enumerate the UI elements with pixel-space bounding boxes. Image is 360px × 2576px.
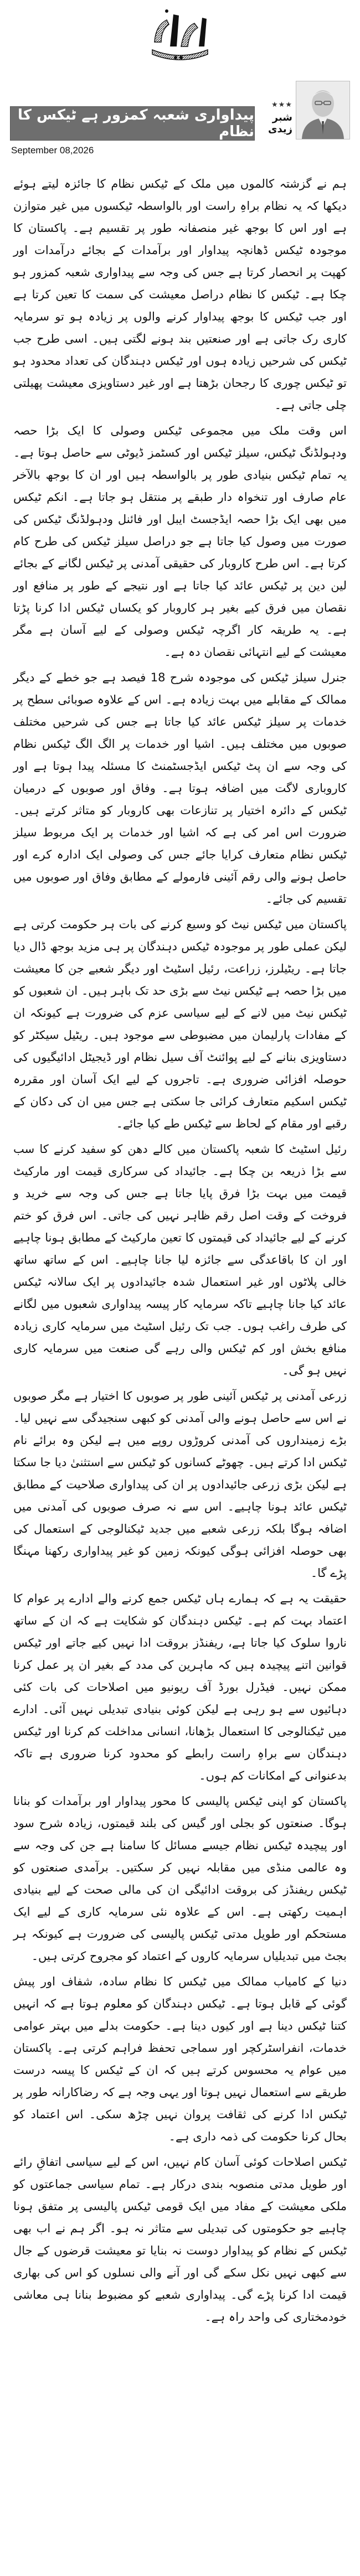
- article-paragraph: جنرل سیلز ٹیکس کی موجودہ شرح 18 فیصد ہے جو خطے کے دیگر ممالک کے مقابلے میں بہت زیادہ ہے۔ اس کے علاوہ صوبائی سطح پر خدمات پر سیلز ٹیکس عائد کیا جاتا ہے جس کی شرحیں مختلف صوبوں میں مختلف ہیں۔ اشیا اور خدمات پر الگ الگ ٹیکس نظام کی وجہ سے ان پٹ ٹیکس ایڈجسٹمنٹ کا مسئلہ پیدا ہوتا ہے اور کاروباری لاگت میں اضافہ ہوتا ہے۔ وفاق اور صوبوں کے درمیان ٹیکس کے دائرہ اختیار پر تنازعات بھی کاروبار کو متاثر کرتے ہیں۔ ضرورت اس امر کی ہے کہ اشیا اور خدمات پر ایک مربوط سیلز ٹیکس نظام متعارف کرایا جائے جس کی وصولی ایک ادارہ کرے اور حاصل ہونے والی رقم آئینی فارمولے کے مطابق وفاق اور صوبوں میں تقسیم کی جائے۔: [13, 671, 347, 906]
- article-paragraph: اس وقت ملک میں مجموعی ٹیکس وصولی کا ایک بڑا حصہ ودہولڈنگ ٹیکس، سیلز ٹیکس اور کسٹمز ڈیوٹی سے حاصل ہوتا ہے۔ یہ تمام ٹیکس بنیادی طور پر بالواسطہ ہیں اور ان کا بوجھ بالآخر عام صارف اور تنخواہ دار طبقے پر منتقل ہو جاتا ہے۔ انکم ٹیکس میں بھی ایک بڑا حصہ ایڈجسٹ ایبل اور فائنل ودہولڈنگ ٹیکس کی صورت میں وصول کیا جاتا ہے جو دراصل سیلز ٹیکس کی طرح کام کرتا ہے۔ اس طرح کاروبار کی حقیقی آمدنی پر ٹیکس لگانے کے بجائے لین دین پر ٹیکس عائد کیا جاتا ہے اور نتیجے کے طور پر منافع اور نقصان میں فرق کیے بغیر ہر کاروبار کو یکساں ٹیکس ادا کرنا پڑتا ہے۔ یہ طریقہ کار اگرچہ ٹیکس وصولی کے لیے آسان ہے مگر معیشت کے لیے انتہائی نقصان دہ ہے۔: [13, 424, 347, 659]
- author-stars: ★★★: [271, 101, 292, 109]
- article-body: [13, 173, 347, 2331]
- article-paragraph: زرعی آمدنی پر ٹیکس آئینی طور پر صوبوں کا اختیار ہے مگر صوبوں نے اس سے حاصل ہونے والی آمدنی کو کبھی سنجیدگی سے نہیں لیا۔ بڑے زمینداروں کی آمدنی کروڑوں روپے میں ہے لیکن وہ برائے نام ٹیکس ادا کرتے ہیں۔ چھوٹے کسانوں کو ٹیکس سے استثنیٰ دیا جا سکتا ہے لیکن بڑی زرعی جائیدادوں پر ان کی پیداواری صلاحیت کے مطابق ٹیکس عائد ہونا چاہیے۔ اس سے نہ صرف صوبوں کی آمدنی میں اضافہ ہوگا بلکہ زرعی شعبے میں جدید ٹیکنالوجی کے استعمال کی بھی حوصلہ افزائی ہوگی کیونکہ زمین کو غیر پیداواری رکھنا مہنگا پڑے گا۔: [13, 1389, 347, 1580]
- newspaper-logo[interactable]: [145, 3, 215, 69]
- author-photo: [296, 81, 350, 139]
- article-paragraph: پاکستان کو اپنی ٹیکس پالیسی کا محور پیداوار اور برآمدات کو بنانا ہوگا۔ صنعتوں کو بجلی اور گیس کی بلند قیمتوں، زیادہ شرح سود اور پیچیدہ ٹیکس نظام جیسے مسائل کا سامنا ہے جن کی وجہ سے وہ عالمی منڈی میں مقابلہ نہیں کر سکتیں۔ برآمدی صنعتوں کو ٹیکس ریفنڈز کی بروقت ادائیگی ان کی مالی صحت کے لیے بنیادی اہمیت رکھتی ہے۔ اس کے علاوہ نئی سرمایہ کاری کے لیے ایک مستحکم اور طویل مدتی ٹیکس پالیسی کی ضرورت ہے کیونکہ ہر بجٹ میں تبدیلیاں سرمایہ کاروں کے اعتماد کو مجروح کرتی ہیں۔: [13, 1794, 347, 1963]
- logo-mark-icon: [145, 3, 215, 69]
- article-paragraph: رئیل اسٹیٹ کا شعبہ پاکستان میں کالے دھن کو سفید کرنے کا سب سے بڑا ذریعہ بن چکا ہے۔ جائیداد کی سرکاری قیمت اور مارکیٹ قیمت میں بہت بڑا فرق پایا جاتا ہے جس کی وجہ سے خرید و فروخت کے وقت اصل رقم ظاہر نہیں کی جاتی۔ اس فرق کو ختم کرنے کے لیے جائیداد کی قیمتوں کا تعین مارکیٹ کے مطابق ہونا چاہیے اور ان کا باقاعدگی سے جائزہ لیا جانا چاہیے۔ اس کے ساتھ ساتھ خالی پلاٹوں اور غیر استعمال شدہ جائیدادوں پر ایک سالانہ ٹیکس عائد کیا جانا چاہیے تاکہ سرمایہ کار پیسہ پیداواری شعبوں میں لگانے کی طرف راغب ہوں۔ جب تک رئیل اسٹیٹ میں سرمایہ کاری زیادہ منافع بخش اور کم ٹیکس والی رہے گی صنعت میں سرمایہ کاری نہیں ہو گی۔: [13, 1142, 347, 1377]
- author-name: شبر زیدی: [268, 112, 292, 135]
- author-portrait-icon: [296, 81, 349, 139]
- article-paragraph: پاکستان میں ٹیکس نیٹ کو وسیع کرنے کی بات ہر حکومت کرتی ہے لیکن عملی طور پر موجودہ ٹیکس دہندگان پر ہی مزید بوجھ ڈال دیا جاتا ہے۔ ریٹیلرز، زراعت، رئیل اسٹیٹ اور دیگر شعبے جن کا معیشت میں بڑا حصہ ہے ٹیکس نیٹ سے بڑی حد تک باہر ہیں۔ ان شعبوں کو ٹیکس نیٹ میں لانے کے لیے سیاسی عزم کی ضرورت ہے کیونکہ ان کے مفادات پارلیمان میں مضبوطی سے موجود ہیں۔ ریٹیل سیکٹر کو دستاویزی بنانے کے لیے پوائنٹ آف سیل نظام اور ڈیجیٹل ادائیگیوں کی حوصلہ افزائی ضروری ہے۔ تاجروں کے لیے ایک آسان اور مقررہ ٹیکس اسکیم متعارف کرائی جا سکتی ہے جس میں ان کی دکان کے رقبے اور مقام کے لحاظ سے ٹیکس طے کیا جائے۔: [13, 918, 347, 1130]
- article-paragraph: حقیقت یہ ہے کہ ہمارے ہاں ٹیکس جمع کرنے والے ادارے پر عوام کا اعتماد بہت کم ہے۔ ٹیکس دہندگان کو شکایت ہے کہ ان کے ساتھ ناروا سلوک کیا جاتا ہے، ریفنڈز بروقت ادا نہیں کیے جاتے اور ٹیکس قوانین اتنے پیچیدہ ہیں کہ ماہرین کی مدد کے بغیر ان پر عمل کرنا ممکن نہیں۔ فیڈرل بورڈ آف ریونیو میں اصلاحات کی بات کئی دہائیوں سے ہو رہی ہے لیکن کوئی بنیادی تبدیلی نہیں آئی۔ ادارے میں ٹیکنالوجی کا استعمال بڑھانا، انسانی مداخلت کم کرنا اور ٹیکس دہندگان سے براہِ راست رابطے کو محدود کرنا ضروری ہے تاکہ بدعنوانی کے امکانات کم ہوں۔: [13, 1592, 347, 1782]
- column-title-bar: [10, 106, 255, 141]
- article-paragraph: ہم نے گزشتہ کالموں میں ملک کے ٹیکس نظام کا جائزہ لیتے ہوئے دیکھا کہ یہ نظام براہِ راست اور بالواسطہ ٹیکسوں میں غیر متوازن ہے اور اس کا بوجھ غیر منصفانہ طور پر تقسیم ہے۔ پاکستان کا موجودہ ٹیکس ڈھانچہ پیداوار اور برآمدات کے بجائے درآمدات اور کھپت پر انحصار کرتا ہے جس کی وجہ سے پیداواری شعبہ کمزور ہو چکا ہے۔ ٹیکس کا نظام دراصل معیشت کی سمت کا تعین کرتا ہے اور جب ٹیکس کا بوجھ پیداوار کرنے والوں پر زیادہ ہو تو سرمایہ کاری رک جاتی ہے اور صنعتیں بند ہونے لگتی ہیں۔ اسی طرح جب ٹیکس کی شرحیں زیادہ ہوں اور ٹیکس دہندگان کی تعداد محدود ہو تو ٹیکس چوری کا رجحان بڑھتا ہے اور غیر دستاویزی معیشت پھیلتی چلی جاتی ہے۔: [13, 177, 347, 412]
- article-paragraph: ٹیکس اصلاحات کوئی آسان کام نہیں، اس کے لیے سیاسی اتفاقِ رائے اور طویل مدتی منصوبہ بندی درکار ہے۔ تمام سیاسی جماعتوں کو ملکی معیشت کے مفاد میں ایک قومی ٹیکس پالیسی پر متفق ہونا چاہیے جو حکومتوں کی تبدیلی سے متاثر نہ ہو۔ اگر ہم نے اب بھی ٹیکس کے نظام کو پیداوار دوست نہ بنایا تو معیشت قرضوں کے جال سے کبھی نہیں نکل سکے گی اور آنے والی نسلوں کو اس کی بھاری قیمت ادا کرنا پڑے گی۔ پیداواری شعبے کو مضبوط بنانا ہی معاشی خودمختاری کی واحد راہ ہے۔: [13, 2155, 347, 2324]
- author-box: [253, 81, 350, 141]
- column-title: پیداواری شعبہ کمزور ہے ٹیکس کا نظام: [18, 107, 254, 140]
- column-header: [10, 77, 350, 161]
- masthead: [0, 0, 360, 72]
- publish-date: September 08,2026: [11, 145, 94, 156]
- article-paragraph: دنیا کے کامیاب ممالک میں ٹیکس کا نظام سادہ، شفاف اور پیش گوئی کے قابل ہوتا ہے۔ ٹیکس دہندگان کو معلوم ہوتا ہے کہ انہیں کتنا ٹیکس دینا ہے اور کیوں دینا ہے۔ حکومت بدلے میں بہتر عوامی خدمات، انفراسٹرکچر اور سماجی تحفظ فراہم کرتی ہے۔ پاکستان میں عوام یہ محسوس کرتے ہیں کہ ان کے ٹیکس کا پیسہ درست طریقے سے استعمال نہیں ہوتا اور یہی وجہ ہے کہ رضاکارانہ طور پر ٹیکس ادا کرنے کی ثقافت پروان نہیں چڑھ سکی۔ اس اعتماد کو بحال کرنا حکومت کی ذمہ داری ہے۔: [13, 1975, 347, 2143]
